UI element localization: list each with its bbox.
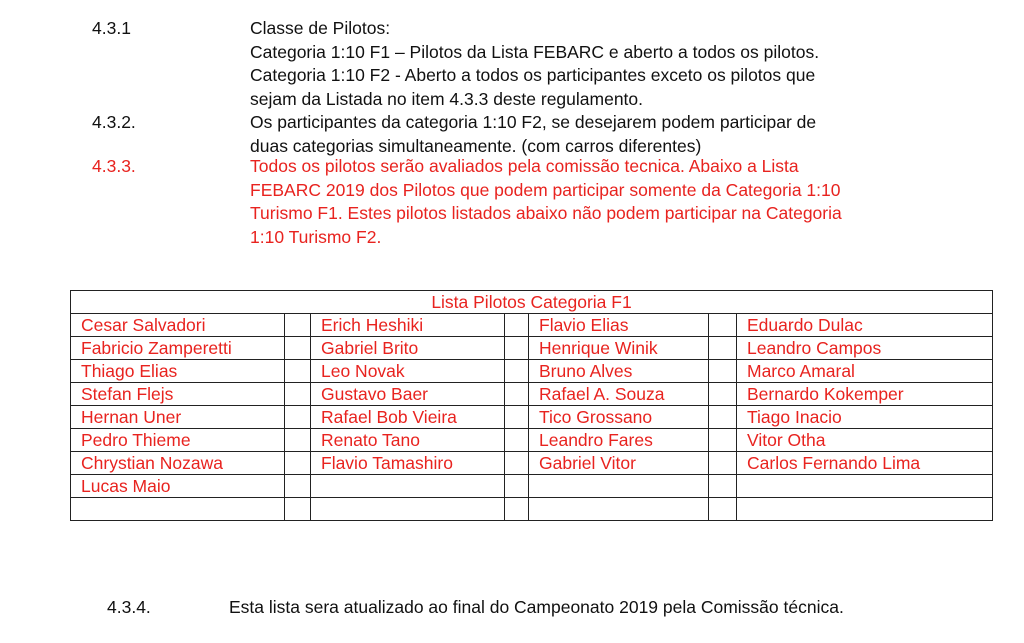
table-separator-cell [505,314,529,337]
table-row [71,452,993,475]
table-separator-cell [285,337,311,360]
section-4-3-1-line: Categoria 1:10 F1 – Pilotos da Lista FEBARC e aberto a todos os pilotos. [250,41,820,62]
pilot-name-cell: Carlos Fernando Lima [737,452,993,475]
pilot-name-cell [737,498,993,521]
table-separator-cell [505,452,529,475]
pilot-name-cell: Lucas Maio [71,475,285,498]
table-separator-cell [709,383,737,406]
table-row [71,498,993,521]
pilot-name-cell: Leo Novak [311,360,505,383]
table-row [71,314,993,337]
pilot-name-cell: Cesar Salvadori [71,314,285,337]
pilot-name-cell: Chrystian Nozawa [71,452,285,475]
pilot-name-cell: Gustavo Baer [311,383,505,406]
table-title: Lista Pilotos Categoria F1 [71,291,993,314]
pilot-name-cell: Flavio Elias [529,314,709,337]
section-4-3-1-line: sejam da Listada no item 4.3.3 deste regulamento. [250,88,644,109]
section-4-3-2-line: duas categorias simultaneamente. (com carros diferentes) [250,135,702,156]
section-4-3-1-number: 4.3.1 [92,18,131,38]
table-separator-cell [285,383,311,406]
pilot-name-cell: Leandro Campos [737,337,993,360]
pilot-name-cell: Rafael Bob Vieira [311,406,505,429]
table-separator-cell [709,452,737,475]
pilot-name-cell [311,475,505,498]
section-4-3-3-line: FEBARC 2019 dos Pilotos que podem participar somente da Categoria 1:10 [250,179,841,200]
section-4-3-1-line: Categoria 1:10 F2 - Aberto a todos os participantes exceto os pilotos que [250,65,816,85]
table-row [71,383,993,406]
table-separator-cell [505,360,529,383]
table-separator-cell [505,498,529,521]
pilot-name-cell: Hernan Uner [71,406,285,429]
pilot-name-cell: Tico Grossano [529,406,709,429]
pilot-name-cell: Vitor Otha [737,429,993,452]
pilot-name-cell: Rafael A. Souza [529,383,709,406]
table-row [71,475,993,498]
table-separator-cell [285,452,311,475]
pilot-name-cell: Gabriel Vitor [529,452,709,475]
table-separator-cell [709,475,737,498]
pilot-name-cell: Renato Tano [311,429,505,452]
section-4-3-2-number: 4.3.2. [92,112,136,132]
pilot-name-cell: Marco Amaral [737,360,993,383]
table-separator-cell [505,383,529,406]
pilot-name-cell: Eduardo Dulac [737,314,993,337]
table-separator-cell [709,498,737,521]
section-4-3-4-line: Esta lista sera atualizado ao final do Campeonato 2019 pela Comissão técnica. [229,597,844,617]
pilot-name-cell: Fabricio Zamperetti [71,337,285,360]
pilot-name-cell [311,498,505,521]
pilot-name-cell: Stefan Flejs [71,383,285,406]
pilot-name-cell [529,475,709,498]
table-row [71,360,993,383]
table-separator-cell [285,498,311,521]
pilot-name-cell [71,498,285,521]
table-title-row [71,291,993,314]
table-separator-cell [505,406,529,429]
table-separator-cell [285,360,311,383]
pilot-name-cell: Bruno Alves [529,360,709,383]
pilots-table [70,290,993,521]
table-separator-cell [285,314,311,337]
section-4-3-3-line: 1:10 Turismo F2. [250,226,382,247]
pilot-name-cell: Henrique Winik [529,337,709,360]
pilot-name-cell: Bernardo Kokemper [737,383,993,406]
pilot-name-cell: Pedro Thieme [71,429,285,452]
pilot-name-cell: Leandro Fares [529,429,709,452]
table-separator-cell [709,337,737,360]
section-4-3-1-heading: Classe de Pilotos: [250,18,391,38]
pilot-name-cell: Flavio Tamashiro [311,452,505,475]
table-separator-cell [709,314,737,337]
table-separator-cell [505,429,529,452]
table-separator-cell [505,337,529,360]
pilot-name-cell: Erich Heshiki [311,314,505,337]
pilot-name-cell [529,498,709,521]
section-4-3-4-number: 4.3.4. [107,597,151,617]
table-row [71,337,993,360]
table-separator-cell [709,429,737,452]
table-separator-cell [505,475,529,498]
table-separator-cell [285,406,311,429]
table-separator-cell [709,360,737,383]
table-separator-cell [285,475,311,498]
section-4-3-3-number: 4.3.3. [92,156,136,176]
table-separator-cell [285,429,311,452]
section-4-3-2-line: Os participantes da categoria 1:10 F2, se desejarem podem participar de [250,112,817,132]
table-row [71,406,993,429]
pilot-name-cell: Thiago Elias [71,360,285,383]
pilot-name-cell: Tiago Inacio [737,406,993,429]
table-separator-cell [709,406,737,429]
section-4-3-3-line: Todos os pilotos serão avaliados pela comissão tecnica. Abaixo a Lista [250,156,799,176]
section-4-3-3-line: Turismo F1. Estes pilotos listados abaixo não podem participar na Categoria [250,203,842,223]
pilot-name-cell [737,475,993,498]
table-row [71,429,993,452]
pilot-name-cell: Gabriel Brito [311,337,505,360]
